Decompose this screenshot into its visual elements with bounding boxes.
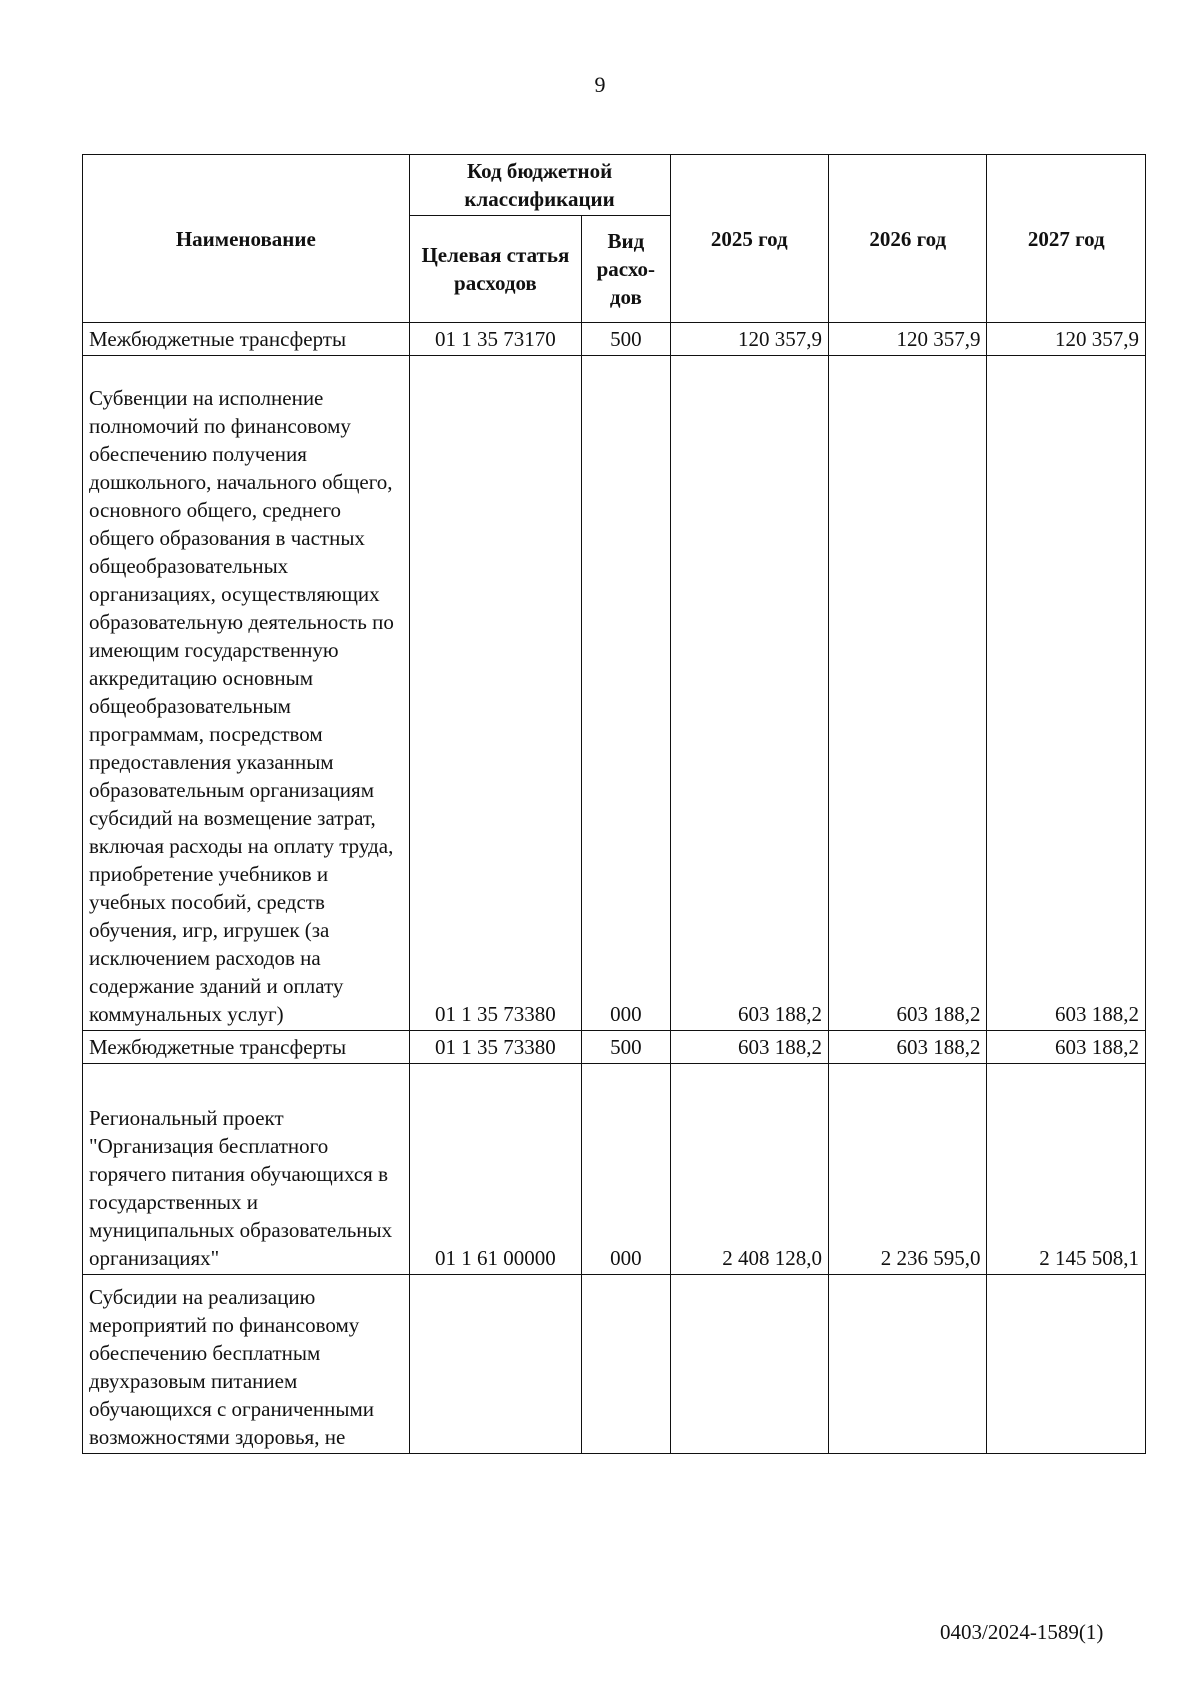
row-2026-cell — [829, 1275, 987, 1454]
document-code: 0403/2024-1589(1) — [940, 1620, 1104, 1644]
row-2026-cell: 603 188,2 — [829, 356, 987, 1031]
row-code-cell: 01 1 61 00000 — [409, 1064, 581, 1275]
row-name-cell: Межбюджетные трансферты — [83, 1031, 410, 1064]
table-row — [83, 1031, 1146, 1064]
row-2026-cell: 120 357,9 — [829, 323, 987, 356]
header-2026: 2026 год — [829, 155, 987, 323]
row-2026-cell: 603 188,2 — [829, 1031, 987, 1064]
header-expense-type: Вид расхо-дов — [582, 216, 670, 323]
row-2027-cell — [987, 1275, 1146, 1454]
row-2025-cell — [670, 1275, 828, 1454]
row-kind-cell: 000 — [582, 1064, 670, 1275]
row-2027-cell: 2 145 508,1 — [987, 1064, 1146, 1275]
page-number: 9 — [594, 72, 606, 97]
row-name-cell: Субвенции на исполнение полномочий по финансовому обеспечению получения дошкольного, начального общего, основного общего, среднего общего образования в частных общеобразовательных организациях, осуществляющих образовательную деятельность по имеющим государственную аккредитацию основным общеобразовательным программам, посредством предоставления указанным образовательным организациям субсидий на возмещение затрат, включая расходы на оплату труда, приобретение учебников и учебных пособий, средств обучения, игр, игрушек (за исключением расходов на содержание зданий и оплату коммунальных услуг) — [83, 356, 410, 1031]
row-code-cell: 01 1 35 73170 — [409, 323, 581, 356]
row-2027-cell: 603 188,2 — [987, 1031, 1146, 1064]
header-classification: Код бюджетной классификации — [409, 155, 670, 216]
row-kind-cell: 000 — [582, 356, 670, 1031]
table-row — [83, 356, 1146, 1031]
header-2027: 2027 год — [987, 155, 1146, 323]
table-header-row — [83, 155, 1146, 216]
row-name-cell: Межбюджетные трансферты — [83, 323, 410, 356]
table-row — [83, 323, 1146, 356]
row-2027-cell: 603 188,2 — [987, 356, 1146, 1031]
row-2025-cell: 120 357,9 — [670, 323, 828, 356]
row-code-cell: 01 1 35 73380 — [409, 1031, 581, 1064]
row-name-cell: Региональный проект "Организация бесплатного горячего питания обучающихся в государственных и муниципальных образовательных организациях" — [83, 1064, 410, 1275]
row-2025-cell: 603 188,2 — [670, 356, 828, 1031]
row-kind-cell: 500 — [582, 1031, 670, 1064]
row-2027-cell: 120 357,9 — [987, 323, 1146, 356]
row-2025-cell: 603 188,2 — [670, 1031, 828, 1064]
budget-table — [82, 154, 1146, 1454]
row-code-cell — [409, 1275, 581, 1454]
row-name-cell: Субсидии на реализацию мероприятий по финансовому обеспечению бесплатным двухразовым питанием обучающихся с ограниченными возможностями здоровья, не — [83, 1275, 410, 1454]
row-kind-cell: 500 — [582, 323, 670, 356]
row-kind-cell — [582, 1275, 670, 1454]
header-name: Наименование — [83, 155, 410, 323]
row-2025-cell: 2 408 128,0 — [670, 1064, 828, 1275]
header-2025: 2025 год — [670, 155, 828, 323]
table-row — [83, 1064, 1146, 1275]
header-target-item: Целевая статья расходов — [409, 216, 581, 323]
row-code-cell: 01 1 35 73380 — [409, 356, 581, 1031]
row-2026-cell: 2 236 595,0 — [829, 1064, 987, 1275]
table-row — [83, 1275, 1146, 1454]
